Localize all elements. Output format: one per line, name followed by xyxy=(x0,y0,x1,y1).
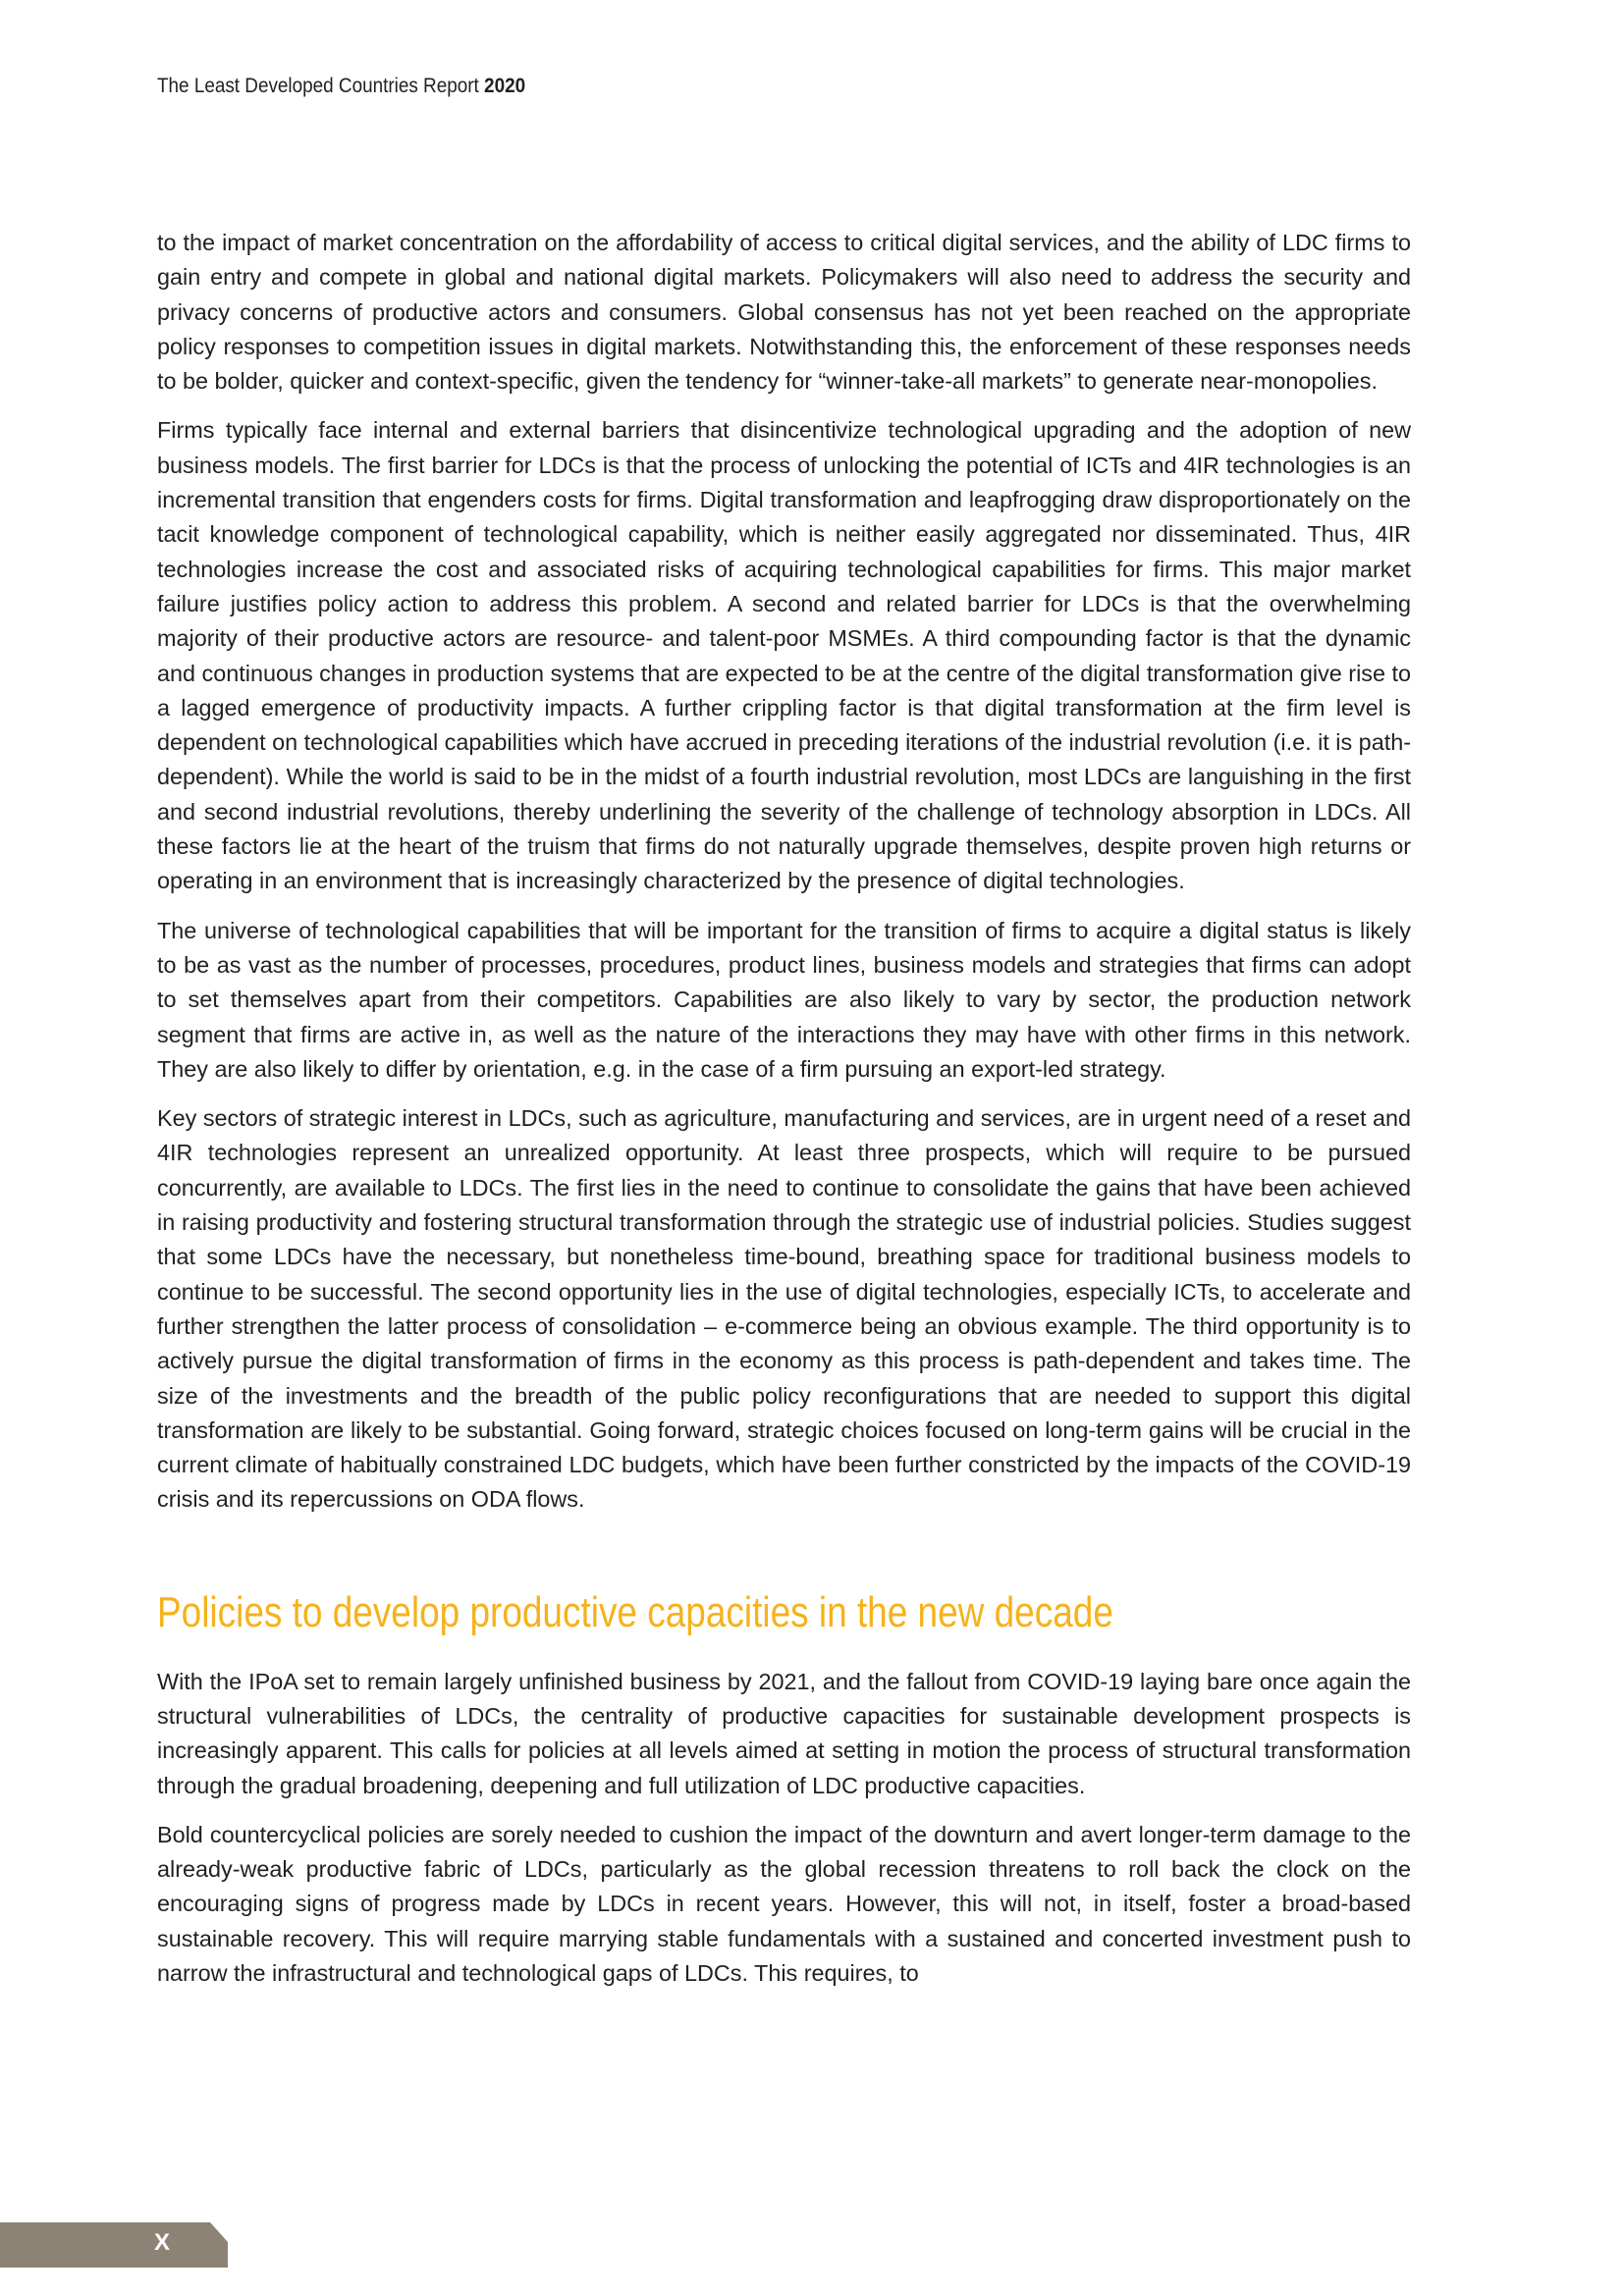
body-paragraph-4: Key sectors of strategic interest in LDCs, such as agriculture, manufacturing and services, are in urgent need of a reset and 4IR technologies represent an unrealized opportunity. At least three prospects, which will require to be pursued concurrently, are available to LDCs. The first lies in the need to continue to consolidate the gains that have been achieved in raising productivity and fostering structural transformation through the strategic use of industrial policies. Studies suggest that some LDCs have the necessary, but nonetheless time-bound, breathing space for traditional business models to continue to be successful. The second opportunity lies in the use of digital technologies, especially ICTs, to accelerate and further strengthen the latter process of consolidation – e-commerce being an obvious example. The third opportunity is to actively pursue the digital transformation of firms in the economy as this process is path-dependent and takes time. The size of the investments and the breadth of the public policy reconfigurations that are needed to support this digital transformation are likely to be substantial. Going forward, strategic choices focused on long-term gains will be crucial in the current climate of habitually constrained LDC budgets, which have been further constricted by the impacts of the COVID-19 crisis and its repercussions on ODA flows. xyxy=(157,1105,1411,1513)
running-header xyxy=(157,75,525,98)
page-number: X xyxy=(154,2229,171,2256)
page-number-tab xyxy=(0,2222,228,2268)
body-paragraph-2: Firms typically face internal and external barriers that disincentivize technological upgrading and the adoption of new business models. The first barrier for LDCs is that the process of unlocking the potential of ICTs and 4IR technologies is an incremental transition that engenders costs for firms. Digital transformation and leapfrogging draw disproportionately on the tacit knowledge component of technological capability, which is neither easily aggregated nor disseminated. Thus, 4IR technologies increase the cost and associated risks of acquiring technological capabilities for firms. This major market failure justifies policy action to address this problem. A second and related barrier for LDCs is that the overwhelming majority of their productive actors are resource- and talent-poor MSMEs. A third compounding factor is that the dynamic and continuous changes in production systems that are expected to be at the centre of the digital transformation give rise to a lagged emergence of productivity impacts. A further crippling factor is that digital transformation at the firm level is dependent on technological capabilities which have accrued in preceding iterations of the industrial revolution (i.e. it is path-dependent). While the world is said to be in the midst of a fourth industrial revolution, most LDCs are languishing in the first and second industrial revolutions, thereby underlining the severity of the challenge of technology absorption in LDCs. All these factors lie at the heart of the truism that firms do not naturally upgrade themselves, despite proven high returns or operating in an environment that is increasingly characterized by the presence of digital technologies. xyxy=(157,417,1411,894)
main-content xyxy=(157,226,1411,2005)
report-title: The Least Developed Countries Report xyxy=(157,75,479,97)
section-heading: Policies to develop productive capacities in the new decade xyxy=(157,1587,1113,1636)
section-paragraph-1: With the IPoA set to remain largely unfinished business by 2021, and the fallout from COVID-19 laying bare once again the structural vulnerabilities of LDCs, the centrality of productive capacities for sustainable development prospects is increasingly apparent. This calls for policies at all levels aimed at setting in motion the process of structural transformation through the gradual broadening, deepening and full utilization of LDC productive capacities. xyxy=(157,1668,1411,1798)
section-paragraph-2: Bold countercyclical policies are sorely needed to cushion the impact of the downturn and avert longer-term damage to the already-weak productive fabric of LDCs, particularly as the global recession threatens to roll back the clock on the encouraging signs of progress made by LDCs in recent years. However, this will not, in itself, foster a broad-based sustainable recovery. This will require marrying stable fundamentals with a sustained and concerted investment push to narrow the infrastructural and technological gaps of LDCs. This requires, to xyxy=(157,1821,1411,1987)
body-paragraph-1: to the impact of market concentration on the affordability of access to critical digital services, and the ability of LDC firms to gain entry and compete in global and national digital markets. Policymakers will also need to address the security and privacy concerns of productive actors and consumers. Global consensus has not yet been reached on the appropriate policy responses to competition issues in digital markets. Notwithstanding this, the enforcement of these responses needs to be bolder, quicker and context-specific, given the tendency for “winner-take-all markets” to generate near-monopolies. xyxy=(157,230,1411,395)
report-year: 2020 xyxy=(484,75,526,97)
body-paragraph-3: The universe of technological capabilities that will be important for the transition of firms to acquire a digital status is likely to be as vast as the number of processes, procedures, product lines, business models and strategies that firms can adopt to set themselves apart from their competitors. Capabilities are also likely to vary by sector, the production network segment that firms are active in, as well as the nature of the interactions they may have with other firms in this network. They are also likely to differ by orientation, e.g. in the case of a firm pursuing an export-led strategy. xyxy=(157,917,1411,1082)
